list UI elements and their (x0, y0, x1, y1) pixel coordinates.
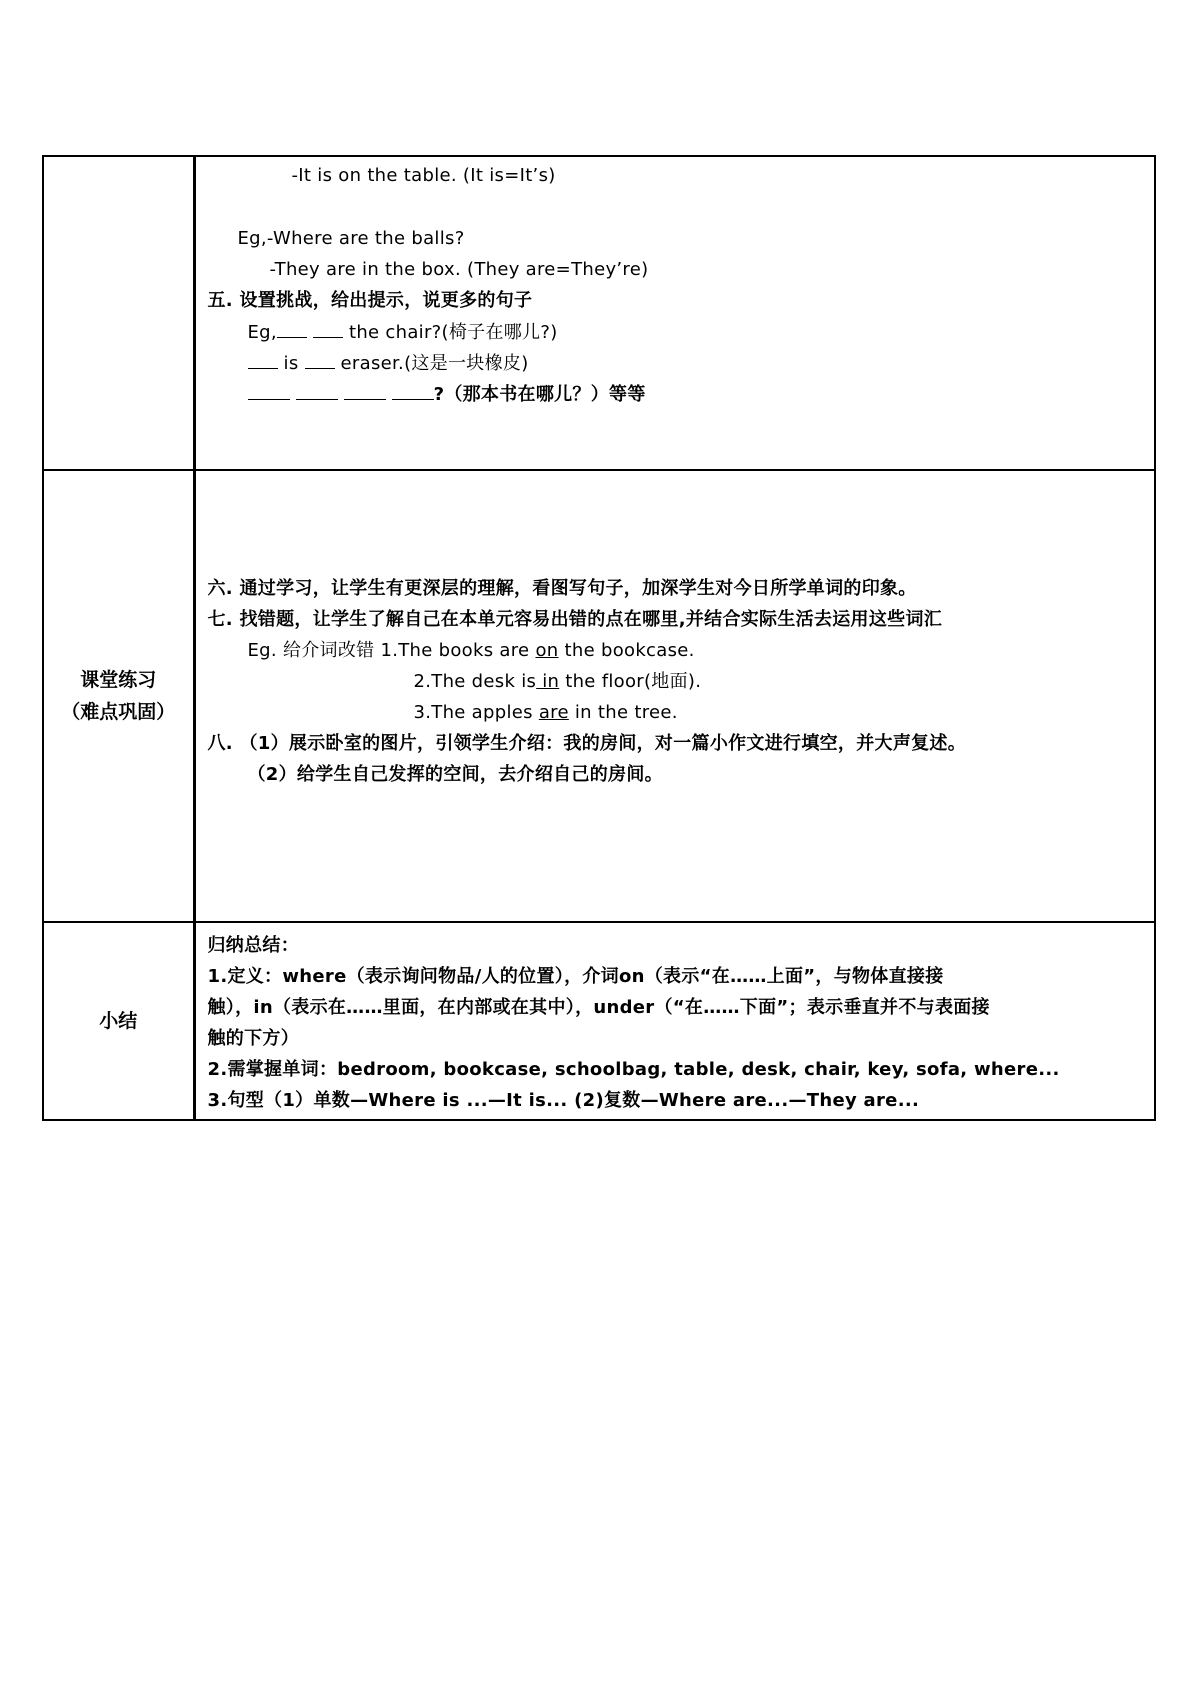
row1-label-cell (43, 156, 194, 470)
row3-line4: 触的下方） (207, 1028, 299, 1049)
row2-line2: 七. 找错题，让学生了解自己在本单元容易出错的点在哪里,并结合实际生活去运用这些词汇 (207, 609, 943, 630)
row-classroom-practice (43, 470, 1155, 922)
row3-line5: 2.需掌握单词：bedroom, bookcase, schoolbag, table, desk, chair, key, sofa, where... (207, 1059, 1060, 1080)
row3-line3: 触），in（表示在……里面，在内部或在其中），under（“在……下面”；表示垂直并不与表面接 (207, 997, 990, 1018)
row1-line6: is eraser.(这是一块橡皮) (248, 352, 529, 375)
row3-line6: 3.句型（1）单数—Where is ...—It is... (2)复数—Where are...—They are... (207, 1090, 920, 1111)
blank (248, 383, 290, 400)
row2-line6: 八. （1）展示卧室的图片，引领学生介绍：我的房间，对一篇小作文进行填空，并大声复述。 (207, 733, 967, 754)
row1-line3: -They are in the box. (They are=They’re) (269, 259, 649, 280)
row-summary (43, 922, 1155, 1120)
blank (392, 383, 434, 400)
blank (277, 321, 307, 338)
lesson-plan-table (42, 155, 1156, 1121)
row3-line2: 1.定义：where（表示询问物品/人的位置），介词on（表示“在……上面”，与物体直接接 (207, 966, 944, 987)
row1-content-cell (194, 156, 1155, 470)
row3-content-cell (194, 922, 1155, 1120)
row1-line7: ?（那本书在哪儿？）等等 (248, 383, 646, 406)
row3-line1: 归纳总结： (207, 935, 299, 956)
row2-line3: Eg. 给介词改错 1.The books are on the bookcase. (247, 640, 695, 661)
blank (305, 352, 335, 369)
row2-label-line1: 课堂练习 (80, 669, 157, 691)
row2-label-line2: （难点巩固） (61, 701, 176, 723)
row2-line1: 六. 通过学习，让学生有更深层的理解，看图写句子，加深学生对今日所学单词的印象。 (207, 578, 917, 599)
row1-line2: Eg,-Where are the balls? (237, 228, 465, 249)
row3-label-cell (43, 922, 194, 1120)
row2-label-cell (43, 470, 194, 922)
row3-label: 小结 (99, 1010, 138, 1032)
row2-line4: 2.The desk is in the floor(地面). (413, 671, 702, 692)
row2-line5: 3.The apples are in the tree. (413, 702, 678, 723)
blank (344, 383, 386, 400)
row1-line4-heading: 五. 设置挑战，给出提示，说更多的句子 (207, 290, 533, 311)
blank (248, 352, 278, 369)
blank (296, 383, 338, 400)
row1-line5: Eg, the chair?(椅子在哪儿?) (247, 322, 558, 343)
row2-line7: （2）给学生自己发挥的空间，去介绍自己的房间。 (247, 764, 663, 785)
row-practice-continued (43, 156, 1155, 470)
row1-line1: -It is on the table. (It is=It’s) (291, 165, 556, 186)
row2-content-cell (194, 470, 1155, 922)
blank (313, 321, 343, 338)
